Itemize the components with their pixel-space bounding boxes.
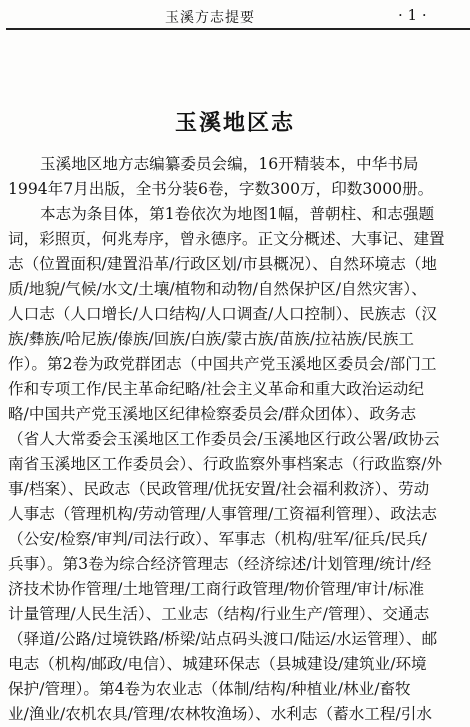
body-line: 兵事）。第3卷为综合经济管理志（经济综述/计划管理/统计/经 (8, 555, 432, 573)
page-header (0, 0, 470, 33)
body-line: 质/地貌/气候/水文/土壤/植物和动物/自然保护区/自然灾害）、 (8, 280, 427, 298)
body-line: （省人大常委会玉溪地区工作委员会/玉溪地区行政公署/政协云 (8, 430, 440, 448)
body-line: 词，彩照页，何兆寿序，曾永德序。正文分概述、大事记、建置 (8, 230, 445, 248)
body-line: 人口志（人口增长/人口结构/人口调查/人口控制）、民族志（汉 (8, 305, 437, 323)
body-line: 作和专项工作/民主革命纪略/社会主义革命和重大政治运动纪 (8, 380, 424, 398)
body-line: 1994年7月出版，全书分装6卷，字数300万，印数3000册。 (8, 180, 434, 198)
body-line: 略/中国共产党玉溪地区纪律检察委员会/群众团体）、政务志 (8, 405, 417, 423)
body-line: 计量管理/人民生活）、工业志（结构/行业生产/管理）、交通志 (8, 605, 430, 623)
body-line: 电志（机构/邮政/电信）、城建环保志（县城建设/建筑业/环境 (8, 655, 427, 673)
body-line: 本志为条目体，第1卷依次为地图1幅，普朝柱、和志强题 (40, 205, 435, 223)
body-line: 保护/管理）。第4卷为农业志（体制/结构/种植业/林业/畜牧 (8, 680, 411, 698)
body-line: 志（位置面积/建置沿革/行政区划/市县概况）、自然环境志（地 (8, 255, 437, 273)
body-line: 玉溪地区地方志编纂委员会编，16开精装本，中华书局 (40, 155, 419, 173)
body-line: 作）。第2卷为政党群团志（中国共产党玉溪地区委员会/部门工 (8, 355, 437, 373)
page-number: · 1 · (398, 6, 427, 24)
body-line: 族/彝族/哈尼族/傣族/回族/白族/蒙古族/苗族/拉祜族/民族工 (8, 330, 414, 348)
body-line: 人事志（管理机构/劳动管理/人事管理/工资福利管理）、政法志 (8, 505, 437, 523)
header-rule (6, 28, 470, 30)
body-line: 事/档案）、民政志（民政管理/优抚安置/社会福利救济）、劳动 (8, 480, 430, 498)
body-line: 南省玉溪地区工作委员会）、行政监察外事档案志（行政监察/外 (8, 455, 443, 473)
body-line: 业/渔业/农机农具/管理/农林牧渔场）、水利志（蓄水工程/引水 (8, 705, 432, 723)
running-title: 玉溪方志提要 (165, 10, 255, 26)
body-line: （公安/检察/审判/司法行政）、军事志（机构/驻军/征兵/民兵/ (8, 530, 427, 548)
body-line: 济技术协作管理/土地管理/工商行政管理/物价管理/审计/标准 (8, 580, 425, 598)
entry-title: 玉溪地区志 (174, 109, 295, 136)
body-line: （驿道/公路/过境铁路/桥梁/站点码头渡口/陆运/水运管理）、邮 (8, 630, 438, 648)
